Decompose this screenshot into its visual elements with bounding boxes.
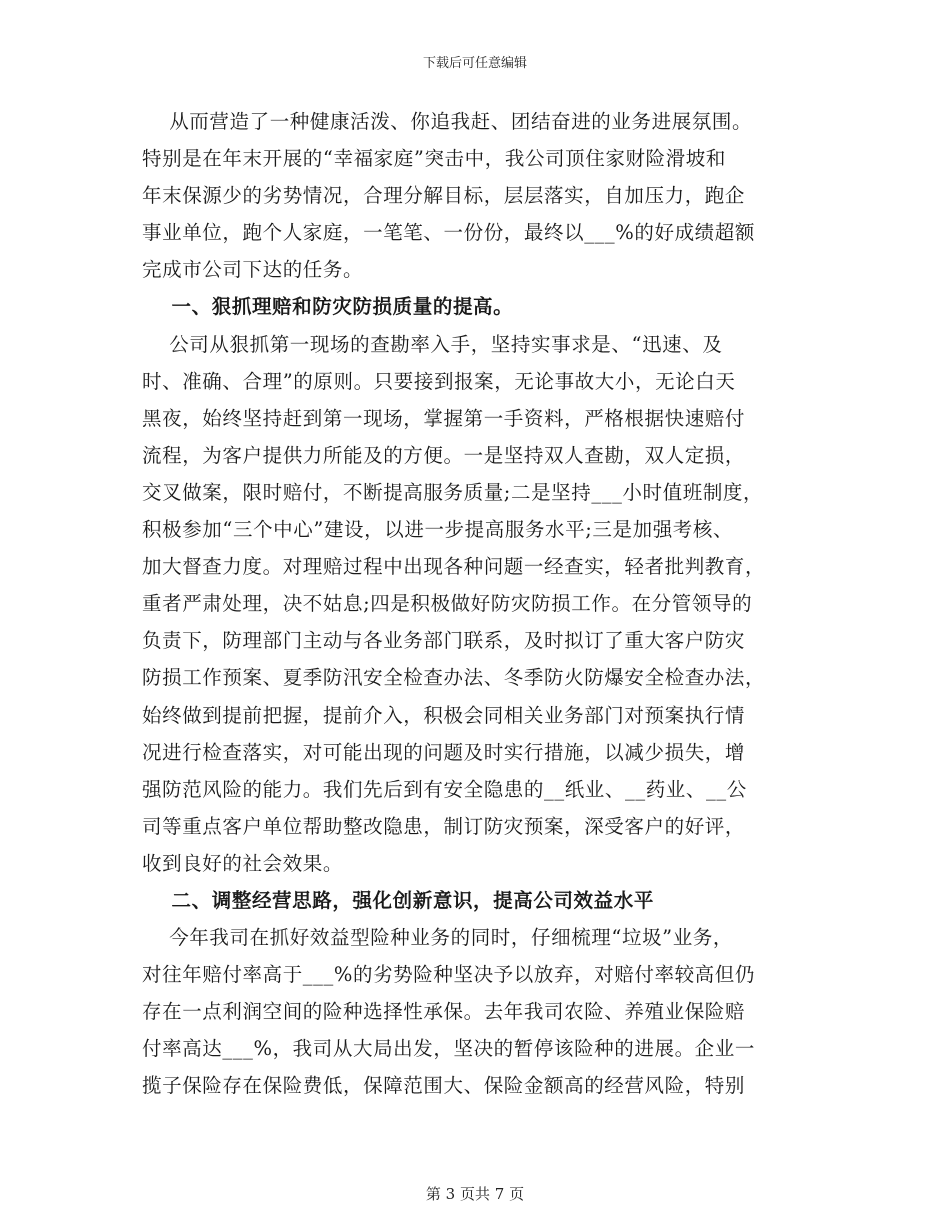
paragraph-line: 司等重点客户单位帮助整改隐患，制订防灾预案，深受客户的好评， [142, 814, 746, 838]
paragraph-line: 从而营造了一种健康活泼、你追我赶、团结奋进的业务进展氛围。 [142, 110, 753, 133]
paragraph-line: 存在一点利润空间的险种选择性承保。去年我司农险、养殖业保险赔 [142, 1000, 746, 1024]
paragraph-line: 强防范风险的能力。我们先后到有安全隐患的__纸业、__药业、__公 [142, 777, 747, 801]
paragraph-line: 对往年赔付率高于___%的劣势险种坚决予以放弃，对赔付率较高但仍 [142, 963, 755, 987]
paragraph-line: 事业单位，跑个人家庭，一笔笔、一份份，最终以___%的好成绩超额 [142, 221, 755, 245]
paragraph-line: 付率高达___%，我司从大局出发，坚决的暂停该险种的进展。企业一 [142, 1037, 755, 1061]
paragraph-line: 交叉做案，限时赔付，不断提高服务质量;二是坚持___小时值班制度， [142, 480, 764, 504]
paragraph-line: 流程，为客户提供力所能及的方便。一是坚持双人查勘，双人定损， [142, 443, 746, 467]
paragraph-line: 防损工作预案、夏季防汛安全检查办法、冬季防火防爆安全检查办法， [142, 666, 766, 690]
paragraph-line: 积极参加“三个中心”建设，以进一步提高服务水平;三是加强考核、 [142, 518, 734, 542]
paragraph-line: 公司从狠抓第一现场的查勘率入手，坚持实事求是、“迅速、及 [142, 332, 723, 356]
page-header: 下载后可任意编辑 [422, 56, 527, 71]
paragraph-line: 特别是在年末开展的“幸福家庭”突击中，我公司顶住家财险滑坡和 [142, 147, 726, 171]
section-heading-line: 一、狠抓理赔和防灾防损质量的提高。 [142, 295, 514, 319]
paragraph-line: 完成市公司下达的任务。 [142, 258, 364, 282]
document-body [142, 103, 822, 1105]
paragraph-line: 今年我司在抓好效益型险种业务的同时，仔细梳理“垃圾”业务， [142, 926, 734, 950]
paragraph-line: 加大督查力度。对理赔过程中出现各种问题一经查实，轻者批判教育， [142, 555, 766, 579]
section-heading-line: 二、调整经营思路，强化创新意识，提高公司效益水平 [142, 888, 654, 912]
paragraph-line: 时、准确、合理”的原则。只要接到报案，无论事故大小，无论白天 [142, 369, 736, 393]
paragraph-line: 始终做到提前把握，提前介入，积极会同相关业务部门对预案执行情 [142, 703, 746, 727]
paragraph-line: 黑夜，始终坚持赶到第一现场，掌握第一手资料，严格根据快速赔付 [142, 406, 746, 430]
paragraph-line: 年末保源少的劣势情况，合理分解目标，层层落实，自加压力，跑企 [142, 184, 746, 208]
paragraph-line: 揽子保险存在保险费低，保障范围大、保险金额高的经营风险，特别 [142, 1074, 746, 1098]
paragraph-line: 收到良好的社会效果。 [142, 851, 344, 875]
page-number-footer: 第 3 页共 7 页 [425, 1185, 525, 1203]
paragraph-line: 负责下，防理部门主动与各业务部门联系，及时拟订了重大客户防灾 [142, 629, 746, 653]
paragraph-line: 况进行检查落实，对可能出现的问题及时实行措施，以减少损失，增 [142, 740, 746, 764]
paragraph-line: 重者严肃处理，决不姑息;四是积极做好防灾防损工作。在分管领导的 [142, 592, 753, 616]
